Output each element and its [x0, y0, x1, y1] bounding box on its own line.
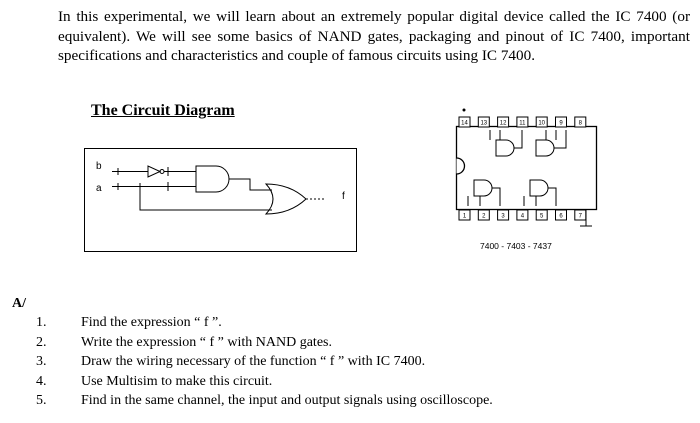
circuit-diagram-title: The Circuit Diagram [91, 102, 235, 119]
ic-wire [490, 130, 522, 148]
task-number: 1. [36, 315, 47, 330]
output-f-label: f [342, 191, 345, 202]
nand-gate-icon [536, 140, 554, 156]
ic-pin-number: 13 [480, 120, 488, 127]
task-text: Find the expression “ f ”. [81, 315, 222, 330]
intro-paragraph: In this experimental, we will learn about an extremely popular digital device called the IC 7400 (or equivalent). We will see some basics of NAND gates, packaging and pinout of IC 7400, important specifications and characteristics and couple of famous circuits using IC 7400. [58, 8, 690, 65]
task-number: 3. [36, 354, 47, 369]
ic-pin-number: 11 [519, 120, 526, 127]
ic-pin-number: 1 [462, 213, 467, 220]
task-text: Draw the wiring necessary of the function “ f ” with IC 7400. [81, 354, 426, 369]
ic-pin-number: 8 [578, 120, 582, 127]
nand-gate-icon [530, 180, 548, 196]
ic-pin-number: 10 [538, 120, 546, 127]
task-text: Use Multisim to make this circuit. [81, 373, 273, 389]
ic-wire [524, 188, 556, 206]
ic-pin-number: 7 [578, 213, 582, 220]
ic-pin-number: 5 [540, 213, 544, 220]
circuit-frame [85, 149, 357, 252]
task-text: Write the expression “ f ” with NAND gates. [81, 334, 332, 350]
nand-gate-icon [474, 180, 492, 196]
ic-pin-number: 14 [461, 120, 468, 127]
pin1-dot [463, 109, 466, 112]
ic-pin-number: 12 [499, 120, 507, 127]
ic-pin-number: 6 [559, 213, 563, 220]
ic-wire [546, 130, 566, 148]
wire-and-to-or [229, 179, 272, 190]
task-text: Find in the same channel, the input and output signals using oscilloscope. [81, 393, 493, 408]
ic-wire [468, 188, 500, 206]
task-number: 5. [36, 393, 47, 408]
ic-body [457, 127, 597, 210]
ic-pin-number: 9 [559, 120, 563, 127]
input-b-label: b [96, 161, 102, 172]
ic-pin-number: 3 [501, 213, 505, 220]
bottom-pin-row [459, 210, 586, 220]
task-number: 4. [36, 373, 47, 389]
and-gate [196, 166, 229, 192]
ic-notch [457, 158, 465, 174]
task-number: 2. [36, 334, 47, 350]
input-a-label: a [96, 183, 102, 194]
ic-pin-number: 2 [482, 213, 486, 220]
top-pin-row [459, 117, 586, 127]
logic-circuit [85, 149, 357, 252]
nand-gate-icon [496, 140, 514, 156]
section-label: A/ [12, 296, 26, 311]
not-gate [148, 166, 160, 177]
ic-caption: 7400 - 7403 - 7437 [480, 241, 552, 251]
ic-7400-pinout [457, 109, 597, 252]
ic-pin-number: 4 [520, 213, 525, 220]
